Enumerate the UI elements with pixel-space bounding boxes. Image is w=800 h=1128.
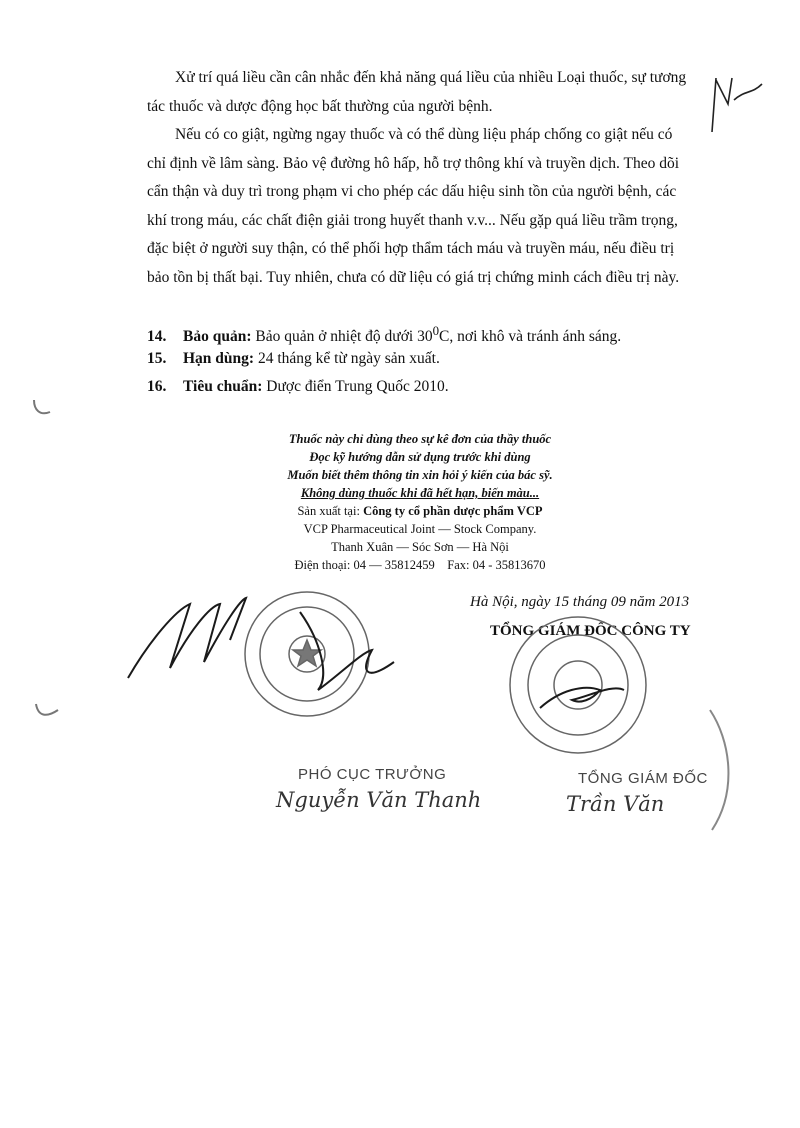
notice-line: Muốn biết thêm thông tin xin hỏi ý kiến của bác sỹ. bbox=[287, 468, 553, 482]
item-text: Bảo quản ở nhiệt độ dưới 30 bbox=[251, 328, 433, 346]
deputy-director-role: PHÓ CỤC TRƯỞNG bbox=[298, 766, 447, 783]
notice-line: Đọc kỹ hướng dẫn sử dụng trước khi dùng bbox=[309, 450, 531, 464]
overdose-text: Xử trí quá liều cần cân nhắc đến khả năng quá liều của nhiều Loại thuốc, sự tương tác thuốc và dược động học bất thường của người bệnh. bbox=[147, 69, 687, 115]
partial-stamp-arc bbox=[710, 710, 728, 830]
notice-line: Thuốc này chỉ dùng theo sự kê đơn của thầy thuốc bbox=[288, 432, 552, 446]
general-director-role: TỔNG GIÁM ĐỐC bbox=[578, 770, 708, 787]
fax-number: Fax: 04 - 35813670 bbox=[447, 558, 546, 572]
binder-mark-bottom bbox=[36, 704, 58, 715]
item-label: Bảo quản: bbox=[183, 328, 252, 346]
ministry-stamp bbox=[245, 592, 369, 716]
item-text-end: C, nơi khô và tránh ánh sáng. bbox=[439, 328, 622, 346]
degree-superscript: 0 bbox=[432, 323, 440, 338]
manufacturer-label: Sản xuất tại: bbox=[297, 504, 360, 518]
place-date: Hà Nội, ngày 15 tháng 09 năm 2013 bbox=[470, 594, 690, 610]
item-label: Tiêu chuẩn: bbox=[183, 378, 263, 395]
item-number: 14. bbox=[147, 328, 167, 346]
seizure-text: Nếu có co giật, ngừng ngay thuốc và có thể dùng liệu pháp chống co giật nếu có chỉ định về lâm sàng. Bảo vệ đường hô hấp, hỗ trợ thông khí và truyền dịch. Theo dõi cẩn thận và duy trì trong phạm vi cho phép các dấu hiệu sinh tồn của người bệnh, các khí trong máu, các chất điện giải trong huyết thanh v.v... Nếu gặp quá liều trầm trọng, đặc biệt ở người suy thận, có thể phối hợp thẩm tách máu và truyền máu, nếu điều trị bảo tồn bị thất bại. Tuy nhiên, chưa có dữ liệu có giá trị chứng minh cách điều trị này. bbox=[147, 126, 680, 286]
binder-mark-top bbox=[34, 400, 50, 413]
item-number: 15. bbox=[147, 350, 167, 367]
company-stamp bbox=[510, 617, 646, 753]
manufacturer-company: Công ty cổ phần dược phẩm VCP bbox=[363, 504, 543, 518]
general-director-name: Trần Văn bbox=[566, 792, 665, 816]
right-signature-scribble bbox=[540, 688, 624, 708]
margin-initial-mark bbox=[712, 78, 762, 132]
manufacturer-address: Thanh Xuân — Sóc Sơn — Hà Nội bbox=[331, 540, 509, 554]
item-text: Dược điển Trung Quốc 2010. bbox=[262, 378, 449, 395]
notice-line: Không dùng thuốc khi đã hết hạn, biến màu... bbox=[300, 486, 540, 500]
item-label: Hạn dùng: bbox=[183, 350, 255, 367]
phone-number: Điện thoại: 04 — 35812459 bbox=[294, 558, 435, 572]
item-text: 24 tháng kể từ ngày sản xuất. bbox=[254, 350, 440, 367]
manufacturer-english: VCP Pharmaceutical Joint — Stock Company. bbox=[303, 522, 537, 536]
item-number: 16. bbox=[147, 378, 167, 395]
signatory-title: TỔNG GIÁM ĐỐC CÔNG TY bbox=[490, 623, 691, 639]
deputy-director-name: Nguyễn Văn Thanh bbox=[276, 788, 482, 812]
